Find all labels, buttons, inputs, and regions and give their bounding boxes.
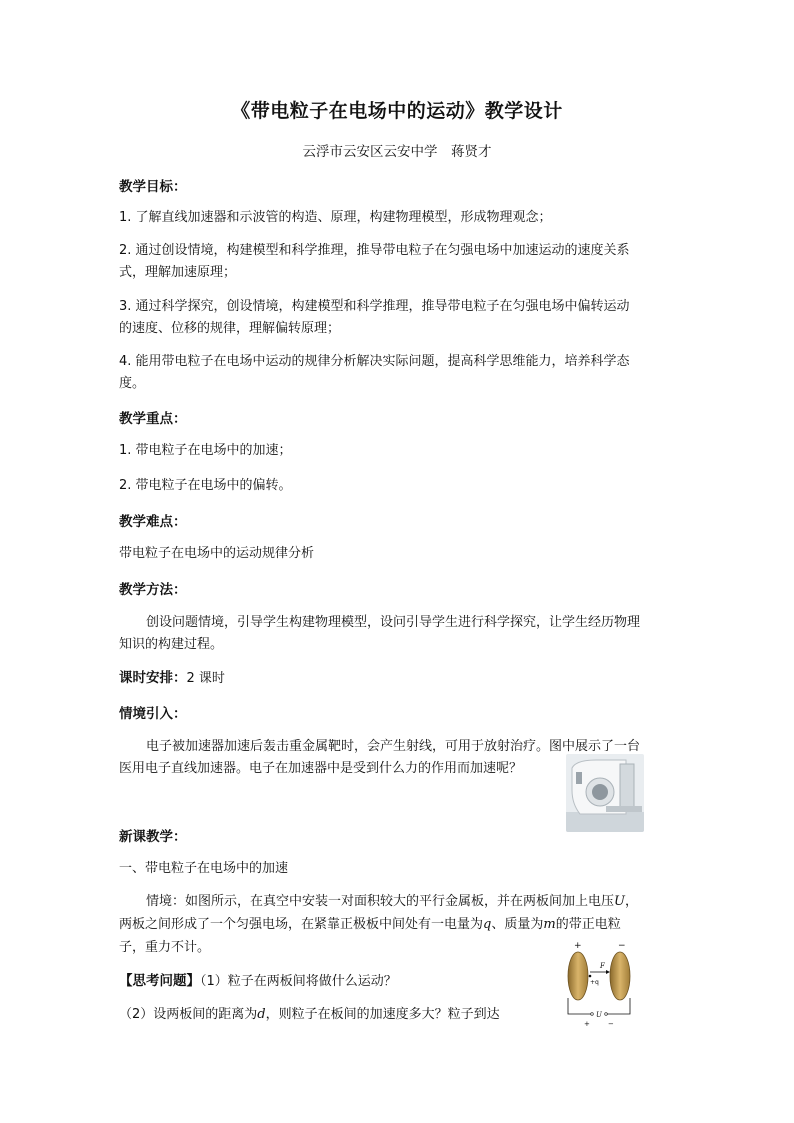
terminal-left	[591, 1013, 594, 1016]
question-2-text: ，则粒子在板间的加速度多大？粒子到达	[265, 1007, 500, 1022]
question-2-text: （2）设两板间的距离为	[119, 1007, 258, 1022]
question-2-line	[119, 1004, 500, 1026]
key-points-heading: 教学重点：	[119, 411, 187, 427]
scenario-text: ，	[624, 894, 638, 909]
accelerator-drawing	[566, 754, 644, 832]
force-label: F	[600, 962, 605, 970]
schedule-value: 2 课时	[186, 671, 225, 686]
medical-accelerator-image	[566, 754, 644, 832]
difficulty-heading: 教学难点：	[119, 514, 187, 530]
document-title: 《带电粒子在电场中的运动》教学设计	[231, 100, 563, 122]
plus-sign: +	[574, 941, 582, 951]
new-lesson-heading: 新课教学：	[119, 829, 187, 845]
scenario-line: 子，重力不计。	[119, 940, 211, 955]
think-label: 【思考问题】	[119, 973, 200, 989]
minus-terminal-sign: −	[608, 1020, 614, 1028]
method-heading: 教学方法：	[119, 582, 187, 598]
terminal-right	[605, 1013, 608, 1016]
goal-item: 式，理解加速原理；	[119, 265, 237, 280]
plates-drawing	[556, 938, 642, 1028]
goal-item: 2. 通过创设情境，构建模型和科学推理，推导带电粒子在匀强电场中加速运动的速度关系	[119, 243, 630, 258]
force-arrowhead	[606, 970, 610, 974]
schedule-heading: 课时安排：	[119, 670, 187, 686]
symbol-m: m	[543, 917, 556, 932]
charge-dot	[589, 975, 592, 978]
minus-sign: −	[618, 941, 626, 951]
scenario-line	[119, 914, 621, 936]
symbol-U: U	[614, 894, 625, 909]
wire-right	[606, 998, 630, 1014]
scenario-text: 的带正电粒	[555, 917, 621, 932]
symbol-q: q	[483, 917, 492, 932]
key-point-item: 2. 带电粒子在电场中的偏转。	[119, 478, 292, 493]
question-1: （1）粒子在两板间将做什么运动？	[200, 974, 397, 989]
question-1-line	[119, 970, 397, 993]
wire-left	[568, 998, 592, 1014]
method-text-line: 知识的构建过程。	[119, 637, 224, 652]
author-line: 云浮市云安区云安中学 蒋贤才	[302, 144, 492, 160]
parallel-plates-diagram	[556, 938, 642, 1028]
plus-terminal-sign: +	[584, 1020, 590, 1028]
scenario-text: 情境：如图所示，在真空中安装一对面积较大的平行金属板，并在两板间加上电压	[146, 894, 615, 909]
goal-item: 3. 通过科学探究，创设情境，构建模型和科学推理，推导带电粒子在匀强电场中偏转运动	[119, 299, 630, 314]
voltage-label: U	[596, 1011, 602, 1019]
intro-text-line: 医用电子直线加速器。电子在加速器中是受到什么力的作用而加速呢？	[119, 761, 523, 776]
scenario-text: 两板之间形成了一个匀强电场，在紧靠正极板中间处有一电量为	[119, 917, 484, 932]
key-point-item: 1. 带电粒子在电场中的加速；	[119, 443, 292, 458]
charge-label: +q	[590, 979, 599, 986]
intro-text-line: 电子被加速器加速后轰击重金属靶时，会产生射线，可用于放射治疗。图中展示了一台	[146, 739, 641, 754]
goal-item: 度。	[119, 376, 146, 391]
difficulty-text: 带电粒子在电场中的运动规律分析	[119, 546, 315, 561]
method-text-line: 创设问题情境，引导学生构建物理模型，设问引导学生进行科学探究，让学生经历物理	[146, 615, 641, 630]
positive-plate	[568, 952, 588, 1000]
scenario-text: 、质量为	[491, 917, 544, 932]
goal-item: 的速度、位移的规律，理解偏转原理；	[119, 321, 341, 336]
goal-item: 4. 能用带电粒子在电场中运动的规律分析解决实际问题，提高科学思维能力，培养科学态	[119, 354, 630, 369]
intro-heading: 情境引入：	[119, 706, 187, 722]
symbol-d: d	[257, 1007, 266, 1022]
scenario-line	[146, 891, 638, 913]
section-title: 一、带电粒子在电场中的加速	[119, 861, 289, 876]
goal-item: 1. 了解直线加速器和示波管的构造、原理，构建物理模型，形成物理观念；	[119, 210, 552, 225]
schedule-line	[119, 667, 225, 690]
negative-plate	[610, 952, 630, 1000]
goals-heading: 教学目标：	[119, 179, 187, 195]
